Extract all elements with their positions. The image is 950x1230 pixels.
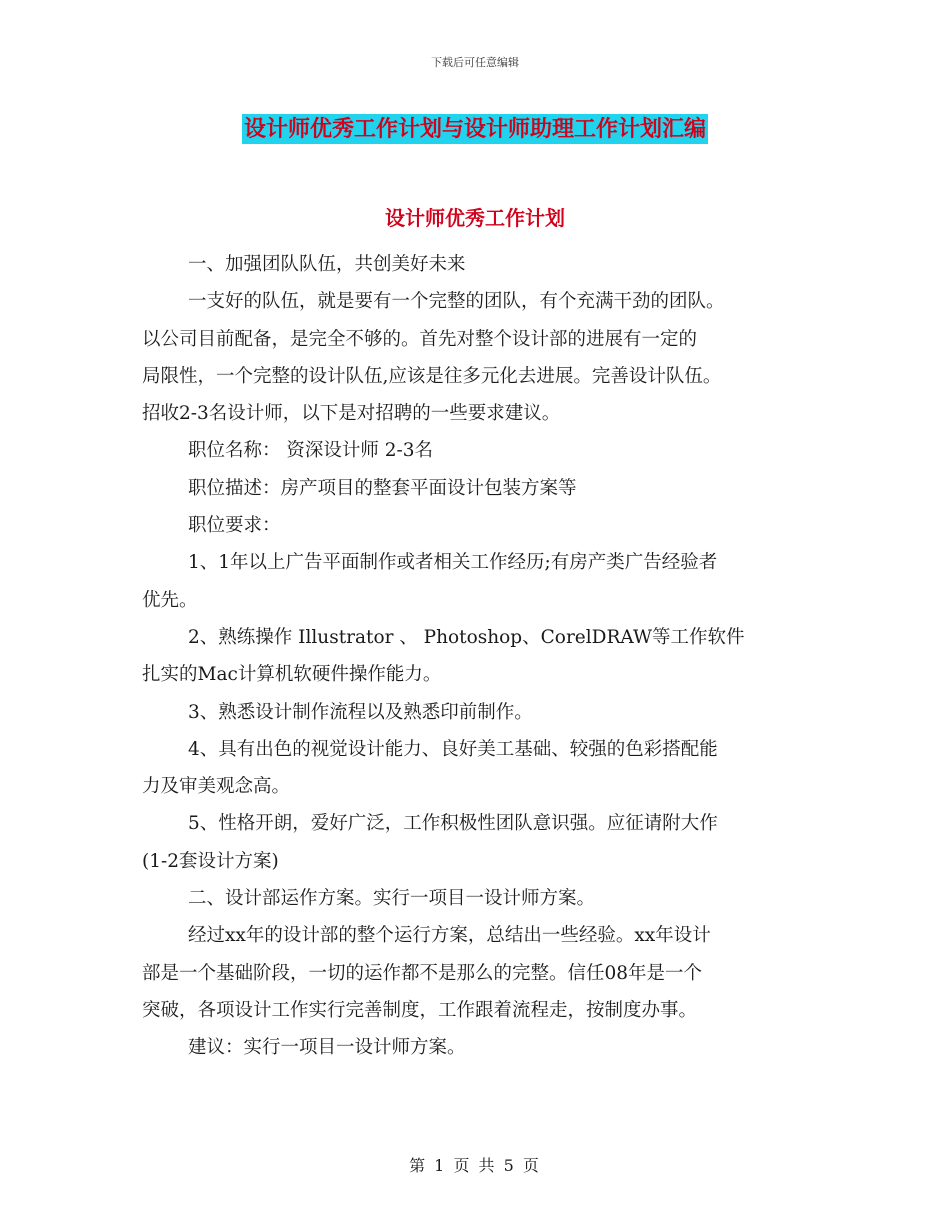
body-line: 1、1年以上广告平面制作或者相关工作经历;有房产类广告经验者 <box>188 552 718 574</box>
body-line: 部是一个基础阶段，一切的运作都不是那么的完整。信任08年是一个 <box>142 962 703 984</box>
body-line: 2、熟练操作 Illustrator 、 Photoshop、CorelDRAW等工作软件 <box>188 626 745 648</box>
section-title: 设计师优秀工作计划 <box>385 206 565 230</box>
body-line: 二、设计部运作方案。实行一项目一设计师方案。 <box>188 888 596 910</box>
body-line: 以公司目前配备，是完全不够的。首先对整个设计部的进展有一定的 <box>142 328 698 350</box>
body-line: 经过xx年的设计部的整个运行方案，总结出一些经验。xx年设计 <box>188 925 711 947</box>
header-note: 下载后可任意编辑 <box>431 56 519 69</box>
document-body <box>142 246 814 1067</box>
body-line: 局限性，一个完整的设计队伍,应该是往多元化去进展。完善设计队伍。 <box>142 365 722 387</box>
body-line: 力及审美观念高。 <box>142 776 291 798</box>
body-line: 4、具有出色的视觉设计能力、良好美工基础、较强的色彩搭配能 <box>188 738 718 760</box>
body-line: 一、加强团队队伍，共创美好未来 <box>188 254 466 275</box>
body-line: 建议：实行一项目一设计师方案。 <box>188 1037 466 1059</box>
document-title <box>0 114 950 144</box>
body-line: 职位要求： <box>188 515 281 537</box>
body-line: 招收2-3名设计师，以下是对招聘的一些要求建议。 <box>142 403 561 425</box>
body-line: 3、熟悉设计制作流程以及熟悉印前制作。 <box>188 701 533 723</box>
body-line: 职位名称： 资深设计师 2-3名 <box>188 440 434 462</box>
body-line: 优先。 <box>142 589 198 611</box>
body-line: 一支好的队伍，就是要有一个完整的团队，有个充满干劲的团队。 <box>188 291 725 313</box>
page-footer: 第 1 页 共 5 页 <box>409 1156 541 1175</box>
body-line: 5、性格开朗，爱好广泛，工作积极性团队意识强。应征请附大作 <box>188 813 718 835</box>
body-line: (1-2套设计方案) <box>142 850 279 872</box>
body-line: 突破，各项设计工作实行完善制度，工作跟着流程走，按制度办事。 <box>142 999 698 1021</box>
document-title-text: 设计师优秀工作计划与设计师助理工作计划汇编 <box>243 116 706 142</box>
body-line: 扎实的Mac计算机软硬件操作能力。 <box>142 664 442 686</box>
body-line: 职位描述：房产项目的整套平面设计包装方案等 <box>188 477 577 499</box>
